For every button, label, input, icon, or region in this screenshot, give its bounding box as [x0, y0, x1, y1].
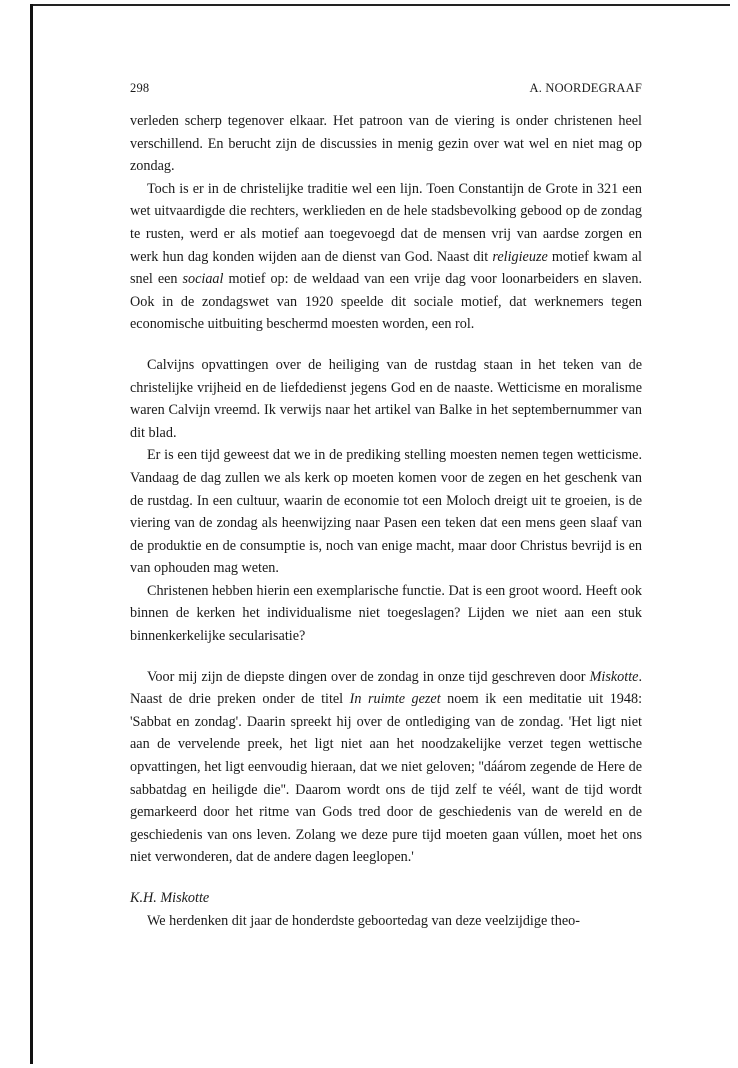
section-break — [130, 648, 642, 666]
running-head — [130, 80, 642, 96]
book-page — [130, 80, 642, 932]
text-run: motief op: de weldaad van een vrije dag voor loonarbeiders en slaven. Ook in de zondagswet van 1920 speelde dit sociale motief, dat werknemers tegen economische uitbuiting beschermd moesten worden, een rol. — [130, 271, 642, 333]
scan-border-top — [30, 4, 730, 6]
text-run: We herdenken dit jaar de honderdste geboortedag van deze veelzijdige theo- — [147, 912, 580, 929]
text-run: Voor mij zijn de diepste dingen over de zondag in onze tijd geschreven door — [147, 668, 590, 685]
paragraph — [130, 580, 642, 648]
italic-text: sociaal — [182, 271, 224, 288]
paragraph — [130, 354, 642, 444]
italic-text: religieuze — [492, 248, 548, 265]
paragraph — [130, 178, 642, 336]
section-break — [130, 869, 642, 887]
text-run: verleden scherp tegenover elkaar. Het patroon van de viering is onder christenen heel verschillend. En berucht zijn de discussies in menig gezin over wat wel en niet mag op zondag. — [130, 113, 642, 175]
paragraph — [130, 666, 642, 869]
italic-text: Miskotte — [589, 668, 639, 685]
body-text — [130, 110, 642, 932]
text-run: motief kwam al snel een — [130, 248, 642, 288]
text-run: Er is een tijd geweest dat we in de prediking stelling moesten nemen tegen wetticisme. Vandaag de dag zullen we als kerk op moeten komen voor de zegen en het geschenk van de rustdag. In een cultuur, waarin de economie tot een Moloch dreigt uit te groeien, is de viering van de zondag als heenwijzing naar Pasen een teken dat een mens geen slaaf van de produktie en de consumptie is, noch van enige macht, maar door Christus bevrijd is en van ophouden mag weten. — [130, 447, 642, 577]
text-run: noem ik een meditatie uit 1948: 'Sabbat en zondag'. Daarin spreekt hij over de ontlediging van de zondag. 'Het ligt niet aan de vervelende preek, het ligt niet aan het noodzakelijke verzet tegen wettische opvattingen, het ligt eenvoudig hieraan, dat we niet geloven; ''dáárom zegende de Here de sabbatdag en heiligde die''. Daarom wordt ons de tijd zelf te véél, want de tijd wordt gemarkeerd door het ritme van Gods tred door de geschiedenis van de wereld en de geschiedenis van ons leven. Zolang we deze pure tijd moeten gaan vúllen, moet het ons niet verwonderen, dat de andere dagen leeglopen.' — [130, 691, 643, 866]
running-head-author: A. NOORDEGRAAF — [529, 81, 642, 95]
page-number: 298 — [130, 81, 150, 95]
italic-text: In ruimte gezet — [349, 691, 441, 708]
section-heading — [130, 887, 642, 910]
text-run: Calvijns opvattingen over de heiliging van de rustdag staan in het teken van de christelijke vrijheid en de liefdedienst jegens God en de naaste. Wetticisme en moralisme waren Calvijn vreemd. Ik verwijs naar het artikel van Balke in het septembernummer van dit blad. — [130, 356, 642, 441]
paragraph — [130, 910, 642, 933]
paragraph — [130, 110, 642, 178]
text-run: . Naast de drie preken onder de titel — [130, 668, 642, 708]
text-run: Christenen hebben hierin een exemplarische functie. Dat is een groot woord. Heeft ook binnen de kerken het individualisme niet toegeslagen? Lijden we niet aan een stuk binnenkerkelijke secularisatie? — [130, 582, 642, 645]
italic-text: K.H. Miskotte — [130, 890, 210, 906]
section-break — [130, 336, 642, 354]
scan-border-left — [30, 4, 33, 1064]
paragraph — [130, 444, 642, 580]
text-run: Toch is er in de christelijke traditie wel een lijn. Toen Constantijn de Grote in 321 een wet uitvaardigde die rechters, werklieden en de hele stadsbevolking gebood op de zondag te rusten, werd er als motief aan toegevoegd dat de mensen vrij van aardse zorgen en werk hun dag konden wijden aan de dienst van God. Naast dit — [130, 180, 642, 265]
